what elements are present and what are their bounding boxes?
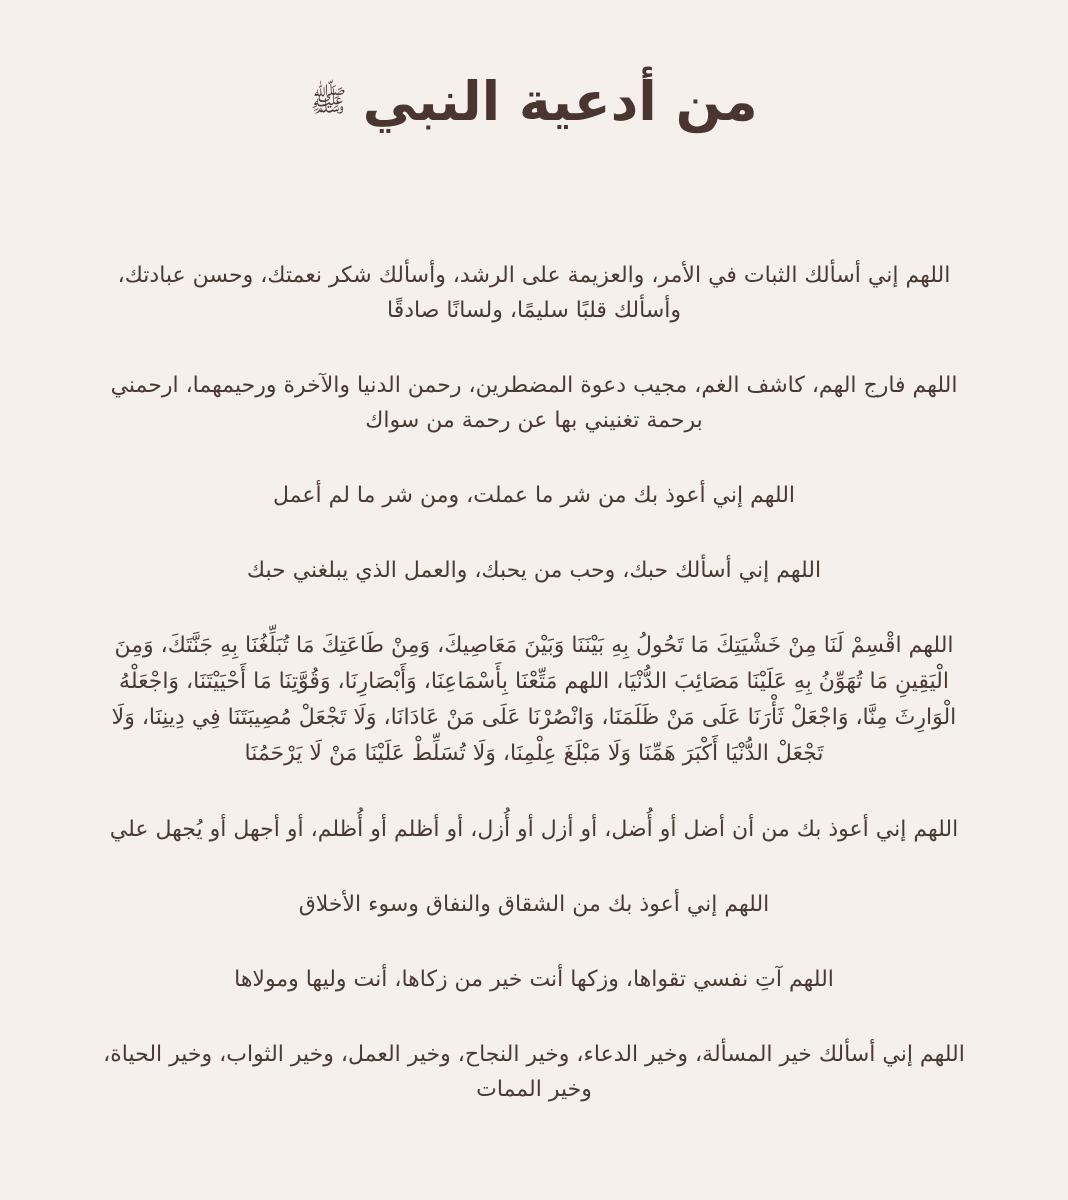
page-title: من أدعية النبي: [362, 70, 758, 133]
dua-paragraph: اللهم إني أسألك خير المسألة، وخير الدعاء، وخير النجاح، وخير العمل، وخير الثواب، وخير الحياة، وخير الممات: [103, 1042, 965, 1102]
title-row: [0, 66, 1068, 138]
dua-paragraph: اللهم إني أعوذ بك من شر ما عملت، ومن شر ما لم أعمل: [272, 483, 796, 508]
dua-paragraph: اللهم إني أسألك الثبات في الأمر، والعزيمة على الرشد، وأسألك شكر نعمتك، وحسن عبادتك، وأسألك قلبًا سليمًا، ولسانًا صادقًا: [117, 263, 951, 323]
dua-paragraph: اللهم إني أسألك حبك، وحب من يحبك، والعمل الذي يبلغني حبك: [246, 558, 822, 583]
dua-list: [100, 258, 968, 1147]
dua-paragraph: اللهم فارج الهم، كاشف الغم، مجيب دعوة المضطرين، رحمن الدنيا والآخرة ورحيمهما، ارحمني برحمة تغنيني بها عن رحمة من سواك: [110, 373, 958, 433]
dua-paragraph: اللهم اقْسِمْ لَنَا مِنْ خَشْيَتِكَ مَا تَحُولُ بِهِ بَيْنَنَا وَبَيْنَ مَعَاصِيكَ، وَمِنْ طَاعَتِكَ مَا تُبَلِّغُنَا بِهِ جَنَّتَكَ، وَمِنَ الْيَقِينِ مَا تُهَوِّنُ بِهِ عَلَيْنَا مَصَائِبَ الدُّنْيَا، اللهم مَتِّعْنَا بِأَسْمَاعِنَا، وَأَبْصَارِنَا، وَقُوَّتِنَا مَا أَحْيَيْتَنَا، وَاجْعَلْهُ الْوَارِثَ مِنَّا، وَاجْعَلْ ثَأْرَنَا عَلَى مَنْ ظَلَمَنَا، وَانْصُرْنَا عَلَى مَنْ عَادَانَا، وَلَا تَجْعَلْ مُصِيبَتَنَا فِي دِينِنَا، وَلَا تَجْعَلْ الدُّنْيَا أَكْبَرَ هَمِّنَا وَلَا مَبْلَغَ عِلْمِنَا، وَلَا تُسَلِّطْ عَلَيْنَا مَنْ لَا يَرْحَمُنَا: [111, 633, 957, 766]
honorific-mark: ﷺ: [310, 84, 347, 119]
dua-paragraph: اللهم إني أعوذ بك من أن أضل أو أُضل، أو أزل أو أُزل، أو أظلم أو أُظلم، أو أجهل أو يُجهل علي: [109, 817, 959, 842]
dua-paragraph: اللهم آتِ نفسي تقواها، وزكها أنت خير من زكاها، أنت وليها ومولاها: [234, 967, 834, 992]
dua-paragraph: اللهم إني أعوذ بك من الشقاق والنفاق وسوء الأخلاق: [298, 892, 770, 917]
